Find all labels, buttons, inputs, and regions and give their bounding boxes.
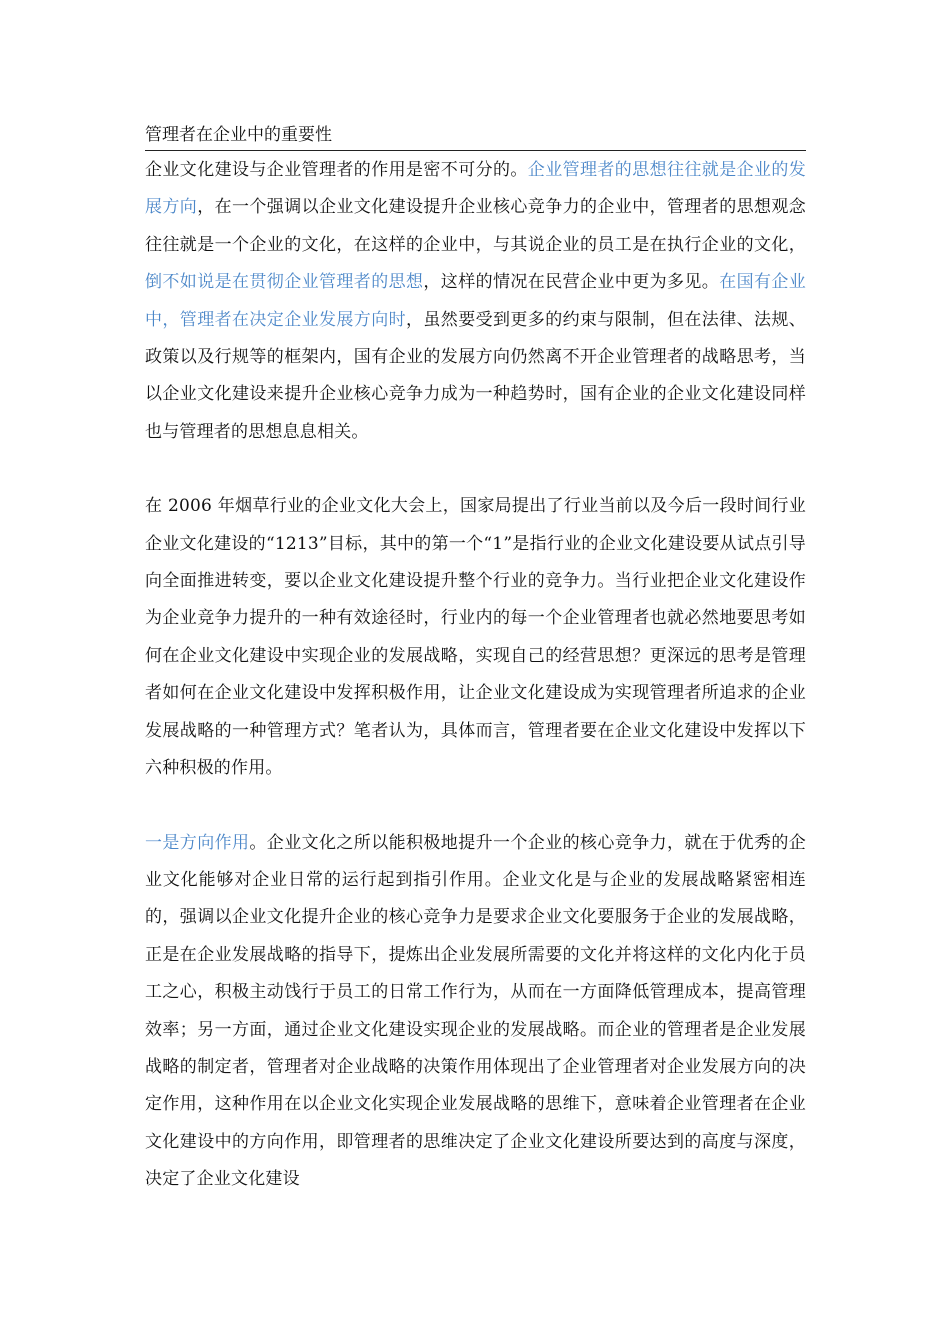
document-page [145, 120, 806, 1199]
document-title: 管理者在企业中的重要性 [145, 120, 806, 151]
paragraph-1 [145, 152, 806, 451]
highlighted-text: 一是方向作用 [145, 832, 250, 853]
paragraph-3 [145, 825, 806, 1199]
highlighted-text: 在国有企业中，管理者在决定企业发展方向时 [145, 272, 807, 330]
text-run: 在 2006 年烟草行业的企业文化大会上，国家局提出了行业当前以及今后一段时间行业企业文化建设的“1213”目标，其中的第一个“1”是指行业的企业文化建设要从试点引导向全面推进转变，要以企业文化建设提升整个行业的竞争力。当行业把企业文化建设作为企业竞争力提升的一种有效途径时，行业内的每一个企业管理者也就必然地要思考如何在企业文化建设中实现企业的发展战略，实现自己的经营思想？更深远的思考是管理者如何在企业文化建设中发挥积极作用，让企业文化建设成为实现管理者所追求的企业发展战略的一种管理方式？笔者认为，具体而言，管理者要在企业文化建设中发挥以下六种积极的作用。 [145, 496, 806, 779]
text-run: ，虽然要受到更多的约束与限制，但在法律、法规、政策以及行规等的框架内，国有企业的发展方向仍然离不开企业管理者的战略思考，当以企业文化建设来提升企业核心竞争力成为一种趋势时，国有企业的企业文化建设同样也与管理者的思想息息相关。 [145, 309, 806, 442]
text-run: 。企业文化之所以能积极地提升一个企业的核心竞争力，就在于优秀的企业文化能够对企业日常的运行起到指引作用。企业文化是与企业的发展战略紧密相连的，强调以企业文化提升企业的核心竞争力是要求企业文化要服务于企业的发展战略，正是在企业发展战略的指导下，提炼出企业发展所需要的文化并将这样的文化内化于员工之心，积极主动饯行于员工的日常工作行为，从而在一方面降低管理成本，提高管理效率；另一方面，通过企业文化建设实现企业的发展战略。而企业的管理者是企业发展战略的制定者，管理者对企业战略的决策作用体现出了企业管理者对企业发展方向的决定作用，这种作用在以企业文化实现企业发展战略的思维下，意味着企业管理者在企业文化建设中的方向作用，即管理者的思维决定了企业文化建设所要达到的高度与深度，决定了企业文化建设 [145, 832, 806, 1190]
paragraph-2 [145, 488, 806, 787]
text-run: 企业文化建设与企业管理者的作用是密不可分的。 [145, 160, 528, 180]
highlighted-text: 企业管理者的思想往往就是企业的发展方向 [145, 160, 806, 218]
text-run: ，在一个强调以企业文化建设提升企业核心竞争力的企业中，管理者的思想观念往往就是一个企业的文化，在这样的企业中，与其说企业的员工是在执行企业的文化， [145, 197, 806, 255]
text-run: ，这样的情况在民营企业中更为多见。 [423, 272, 720, 293]
highlighted-text: 倒不如说是在贯彻企业管理者的思想 [145, 272, 424, 293]
